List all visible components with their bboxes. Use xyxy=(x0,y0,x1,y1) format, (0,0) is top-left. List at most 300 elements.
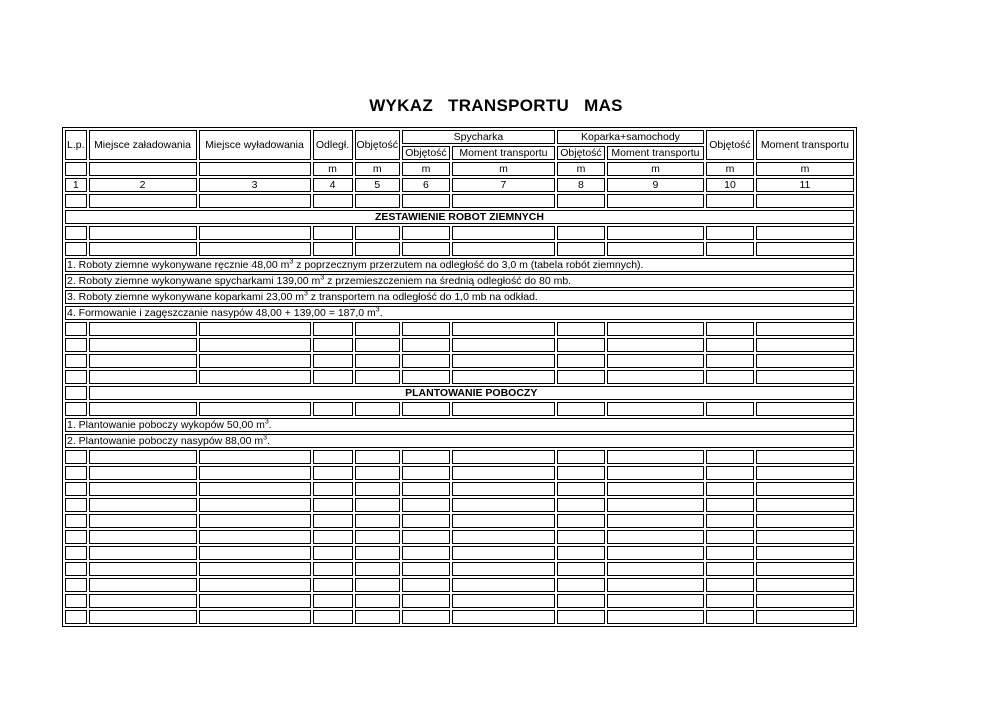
note-row xyxy=(65,258,854,272)
empty-row xyxy=(65,562,854,576)
section-zestawienie-title: ZESTAWIENIE ROBOT ZIEMNYCH xyxy=(65,210,854,224)
empty-cell xyxy=(313,466,353,480)
empty-cell xyxy=(452,402,555,416)
empty-cell xyxy=(756,338,854,352)
empty-cell xyxy=(756,402,854,416)
empty-cell xyxy=(607,562,704,576)
note-row xyxy=(65,274,854,288)
empty-cell xyxy=(402,482,450,496)
empty-cell xyxy=(199,482,311,496)
empty-cell xyxy=(706,578,754,592)
note-row xyxy=(65,290,854,304)
empty-cell xyxy=(89,530,197,544)
empty-cell xyxy=(65,322,87,336)
note-superscript: 3 xyxy=(303,290,308,297)
empty-cell xyxy=(452,594,555,608)
unit-cell: m xyxy=(706,162,754,176)
empty-cell xyxy=(756,610,854,624)
empty-cell xyxy=(756,354,854,368)
empty-cell xyxy=(313,562,353,576)
empty-cell xyxy=(402,610,450,624)
empty-row xyxy=(65,530,854,544)
empty-cell xyxy=(65,594,87,608)
unit-cell: m xyxy=(607,162,704,176)
empty-cell xyxy=(355,370,400,384)
empty-cell xyxy=(607,482,704,496)
empty-row xyxy=(65,322,854,336)
note-row xyxy=(65,434,854,448)
empty-cell xyxy=(313,370,353,384)
empty-cell xyxy=(452,370,555,384)
page-title: WYKAZ TRANSPORTU MAS xyxy=(369,96,623,115)
empty-cell xyxy=(452,338,555,352)
unit-cell xyxy=(65,162,87,176)
empty-cell xyxy=(402,562,450,576)
note-text-pre: 1. Roboty ziemne wykonywane ręcznie 48,00 m xyxy=(67,258,290,271)
empty-cell xyxy=(402,226,450,240)
note-row xyxy=(65,418,854,432)
empty-cell xyxy=(355,450,400,464)
empty-row xyxy=(65,194,854,208)
empty-cell xyxy=(65,450,87,464)
empty-cell xyxy=(706,594,754,608)
empty-cell xyxy=(313,226,353,240)
empty-cell xyxy=(557,466,605,480)
note-superscript: 3 xyxy=(289,258,294,265)
note-text-pre: 2. Plantowanie poboczy nasypów 88,00 m xyxy=(67,434,264,447)
empty-cell xyxy=(65,514,87,528)
note-row xyxy=(65,306,854,320)
header-koparka: Koparka+samochody xyxy=(557,130,704,144)
empty-cell xyxy=(557,450,605,464)
empty-cell xyxy=(557,578,605,592)
empty-cell xyxy=(706,226,754,240)
empty-cell xyxy=(89,482,197,496)
empty-cell xyxy=(355,322,400,336)
column-number-cell: 5 xyxy=(355,178,400,192)
empty-cell xyxy=(199,546,311,560)
note-text-post: . xyxy=(267,434,270,447)
empty-cell xyxy=(452,610,555,624)
empty-cell xyxy=(557,498,605,512)
empty-cell xyxy=(199,226,311,240)
empty-cell xyxy=(706,338,754,352)
header-koparka-moment: Moment transportu xyxy=(607,146,704,160)
empty-cell xyxy=(756,242,854,256)
unit-cell xyxy=(89,162,197,176)
empty-cell xyxy=(313,610,353,624)
empty-cell xyxy=(402,242,450,256)
empty-row xyxy=(65,498,854,512)
empty-cell xyxy=(557,610,605,624)
note-superscript: 3 xyxy=(263,434,268,441)
empty-cell xyxy=(65,242,87,256)
empty-cell xyxy=(355,578,400,592)
empty-cell xyxy=(199,194,311,208)
empty-row xyxy=(65,450,854,464)
empty-cell xyxy=(89,594,197,608)
header-spycharka: Spycharka xyxy=(402,130,555,144)
empty-cell xyxy=(313,482,353,496)
empty-cell xyxy=(756,322,854,336)
empty-cell xyxy=(706,562,754,576)
empty-cell xyxy=(557,514,605,528)
header-lp: L.p. xyxy=(65,130,87,160)
empty-cell xyxy=(199,450,311,464)
empty-cell xyxy=(607,514,704,528)
section-zestawienie-row xyxy=(65,210,854,224)
empty-cell xyxy=(65,466,87,480)
empty-cell xyxy=(313,514,353,528)
section-plantowanie-title: PLANTOWANIE POBOCZY xyxy=(89,386,854,400)
empty-cell xyxy=(607,194,704,208)
table-body xyxy=(65,130,854,624)
empty-cell xyxy=(557,338,605,352)
empty-cell xyxy=(756,482,854,496)
empty-cell xyxy=(607,610,704,624)
empty-cell xyxy=(355,338,400,352)
empty-cell xyxy=(355,514,400,528)
empty-cell xyxy=(313,546,353,560)
note-text xyxy=(65,434,854,448)
empty-cell xyxy=(402,514,450,528)
empty-cell xyxy=(452,354,555,368)
empty-cell xyxy=(402,530,450,544)
note-superscript: 3 xyxy=(375,306,380,313)
empty-cell xyxy=(355,402,400,416)
empty-cell xyxy=(756,370,854,384)
empty-cell xyxy=(313,498,353,512)
column-number-cell: 2 xyxy=(89,178,197,192)
empty-cell xyxy=(452,498,555,512)
empty-cell xyxy=(706,610,754,624)
empty-cell xyxy=(355,594,400,608)
empty-cell xyxy=(199,354,311,368)
note-text-pre: 4. Formowanie i zagęszczanie nasypów 48,00 + 139,00 = 187,0 m xyxy=(67,306,376,319)
column-number-cell: 9 xyxy=(607,178,704,192)
empty-cell xyxy=(756,466,854,480)
empty-cell xyxy=(402,354,450,368)
note-text-pre: 1. Plantowanie poboczy wykopów 50,00 m xyxy=(67,418,265,431)
empty-cell xyxy=(199,402,311,416)
empty-cell xyxy=(89,514,197,528)
empty-row xyxy=(65,242,854,256)
empty-cell xyxy=(89,338,197,352)
empty-cell xyxy=(89,450,197,464)
empty-cell xyxy=(89,226,197,240)
empty-cell xyxy=(355,562,400,576)
empty-cell xyxy=(199,594,311,608)
empty-cell xyxy=(607,546,704,560)
empty-cell xyxy=(313,578,353,592)
empty-cell xyxy=(402,498,450,512)
header-row-1 xyxy=(65,130,854,144)
empty-cell xyxy=(65,546,87,560)
header-koparka-objetosc: Objętość xyxy=(557,146,605,160)
note-text xyxy=(65,258,854,272)
empty-row xyxy=(65,466,854,480)
empty-cell xyxy=(89,498,197,512)
empty-cell xyxy=(313,594,353,608)
empty-cell xyxy=(89,578,197,592)
empty-cell xyxy=(355,466,400,480)
empty-cell xyxy=(402,450,450,464)
empty-row xyxy=(65,370,854,384)
empty-cell xyxy=(402,338,450,352)
empty-cell xyxy=(89,546,197,560)
empty-cell xyxy=(402,370,450,384)
empty-cell xyxy=(756,514,854,528)
empty-cell xyxy=(756,530,854,544)
empty-cell xyxy=(607,354,704,368)
note-text-post: . xyxy=(379,306,383,319)
empty-cell xyxy=(65,354,87,368)
empty-cell xyxy=(402,578,450,592)
empty-cell xyxy=(199,242,311,256)
empty-cell xyxy=(65,562,87,576)
empty-cell xyxy=(65,482,87,496)
unit-cell: m xyxy=(756,162,854,176)
note-text-post: z poprzecznym przerzutem na odległość do 3,0 m (tabela robót ziemnych). xyxy=(293,258,644,271)
note-superscript: 3 xyxy=(320,274,325,281)
empty-cell xyxy=(557,530,605,544)
empty-row xyxy=(65,610,854,624)
unit-cell: m xyxy=(313,162,353,176)
empty-cell xyxy=(65,402,87,416)
empty-cell xyxy=(402,194,450,208)
empty-cell xyxy=(199,338,311,352)
empty-cell xyxy=(89,242,197,256)
note-superscript: 3 xyxy=(264,418,269,425)
note-text-pre: 3. Roboty ziemne wykonywane koparkami 23,00 m xyxy=(67,290,304,303)
column-number-cell: 7 xyxy=(452,178,555,192)
empty-cell xyxy=(355,226,400,240)
empty-row xyxy=(65,226,854,240)
empty-cell xyxy=(557,354,605,368)
empty-cell xyxy=(355,482,400,496)
empty-cell xyxy=(65,386,87,400)
empty-cell xyxy=(313,354,353,368)
empty-cell xyxy=(557,546,605,560)
empty-cell xyxy=(355,498,400,512)
header-objetosc: Objętość xyxy=(355,130,400,160)
empty-cell xyxy=(89,354,197,368)
empty-cell xyxy=(452,242,555,256)
empty-cell xyxy=(452,466,555,480)
empty-cell xyxy=(607,226,704,240)
note-text xyxy=(65,306,854,320)
empty-cell xyxy=(557,226,605,240)
empty-cell xyxy=(313,402,353,416)
empty-cell xyxy=(313,322,353,336)
empty-cell xyxy=(65,370,87,384)
empty-cell xyxy=(355,354,400,368)
unit-cell: m xyxy=(557,162,605,176)
empty-cell xyxy=(706,370,754,384)
column-number-cell: 11 xyxy=(756,178,854,192)
empty-cell xyxy=(89,370,197,384)
empty-cell xyxy=(706,514,754,528)
empty-cell xyxy=(607,370,704,384)
empty-cell xyxy=(199,562,311,576)
empty-cell xyxy=(607,402,704,416)
empty-cell xyxy=(756,546,854,560)
empty-cell xyxy=(355,242,400,256)
empty-cell xyxy=(402,402,450,416)
empty-cell xyxy=(706,466,754,480)
empty-cell xyxy=(452,322,555,336)
note-text xyxy=(65,274,854,288)
empty-row xyxy=(65,354,854,368)
empty-cell xyxy=(199,370,311,384)
empty-cell xyxy=(89,562,197,576)
empty-cell xyxy=(557,194,605,208)
unit-cell xyxy=(199,162,311,176)
note-text xyxy=(65,290,854,304)
empty-cell xyxy=(199,322,311,336)
empty-cell xyxy=(706,498,754,512)
empty-cell xyxy=(607,338,704,352)
empty-cell xyxy=(199,498,311,512)
column-number-cell: 8 xyxy=(557,178,605,192)
empty-cell xyxy=(706,242,754,256)
column-number-cell: 6 xyxy=(402,178,450,192)
empty-cell xyxy=(607,578,704,592)
empty-cell xyxy=(199,514,311,528)
note-text-post: z przemieszczeniem na średnią odległość do 80 mb. xyxy=(324,274,572,287)
empty-cell xyxy=(355,194,400,208)
empty-cell xyxy=(607,466,704,480)
empty-cell xyxy=(65,498,87,512)
unit-cell: m xyxy=(355,162,400,176)
units-row xyxy=(65,162,854,176)
header-objetosc-2: Objętość xyxy=(706,130,754,160)
column-number-cell: 10 xyxy=(706,178,754,192)
empty-cell xyxy=(607,450,704,464)
empty-cell xyxy=(452,226,555,240)
column-numbers-row xyxy=(65,178,854,192)
column-number-cell: 1 xyxy=(65,178,87,192)
empty-cell xyxy=(313,338,353,352)
empty-cell xyxy=(452,482,555,496)
empty-cell xyxy=(313,194,353,208)
empty-cell xyxy=(706,402,754,416)
empty-cell xyxy=(607,498,704,512)
header-spycharka-objetosc: Objętość xyxy=(402,146,450,160)
empty-row xyxy=(65,578,854,592)
empty-cell xyxy=(756,578,854,592)
empty-cell xyxy=(706,546,754,560)
note-text-post: z transportem na odległość do 1,0 mb na odkład. xyxy=(307,290,538,303)
note-text-pre: 2. Roboty ziemne wykonywane spycharkami 139,00 m xyxy=(67,274,321,287)
empty-cell xyxy=(65,610,87,624)
empty-cell xyxy=(89,194,197,208)
empty-cell xyxy=(199,530,311,544)
unit-cell: m xyxy=(402,162,450,176)
empty-cell xyxy=(452,450,555,464)
empty-cell xyxy=(89,610,197,624)
empty-cell xyxy=(355,610,400,624)
empty-cell xyxy=(557,482,605,496)
empty-cell xyxy=(402,546,450,560)
header-miejsce-zaladowania: Miejsce załadowania xyxy=(89,130,197,160)
empty-cell xyxy=(89,466,197,480)
empty-cell xyxy=(607,242,704,256)
empty-cell xyxy=(452,530,555,544)
empty-cell xyxy=(557,402,605,416)
empty-cell xyxy=(355,530,400,544)
empty-cell xyxy=(313,242,353,256)
empty-row xyxy=(65,402,854,416)
empty-cell xyxy=(89,322,197,336)
empty-cell xyxy=(706,530,754,544)
empty-cell xyxy=(557,370,605,384)
empty-cell xyxy=(452,194,555,208)
empty-row xyxy=(65,482,854,496)
empty-cell xyxy=(402,466,450,480)
empty-cell xyxy=(756,450,854,464)
empty-cell xyxy=(557,242,605,256)
empty-cell xyxy=(313,450,353,464)
empty-cell xyxy=(756,498,854,512)
empty-cell xyxy=(402,322,450,336)
header-moment-2: Moment transportu xyxy=(756,130,854,160)
note-text-post: . xyxy=(268,418,272,431)
empty-cell xyxy=(607,594,704,608)
empty-cell xyxy=(65,578,87,592)
empty-row xyxy=(65,546,854,560)
empty-cell xyxy=(557,322,605,336)
empty-cell xyxy=(557,562,605,576)
empty-cell xyxy=(313,530,353,544)
empty-cell xyxy=(89,402,197,416)
empty-cell xyxy=(65,338,87,352)
empty-cell xyxy=(756,562,854,576)
empty-cell xyxy=(756,594,854,608)
empty-cell xyxy=(199,466,311,480)
empty-cell xyxy=(706,194,754,208)
header-spycharka-moment: Moment transportu xyxy=(452,146,555,160)
empty-cell xyxy=(402,594,450,608)
empty-cell xyxy=(706,450,754,464)
empty-cell xyxy=(199,578,311,592)
empty-cell xyxy=(607,322,704,336)
empty-cell xyxy=(452,546,555,560)
empty-cell xyxy=(65,226,87,240)
empty-row xyxy=(65,338,854,352)
empty-cell xyxy=(355,546,400,560)
header-miejsce-wyladowania: Miejsce wyładowania xyxy=(199,130,311,160)
empty-cell xyxy=(706,482,754,496)
column-number-cell: 3 xyxy=(199,178,311,192)
empty-cell xyxy=(452,514,555,528)
empty-cell xyxy=(65,194,87,208)
empty-cell xyxy=(452,562,555,576)
empty-cell xyxy=(452,578,555,592)
section-plantowanie-row xyxy=(65,386,854,400)
column-number-cell: 4 xyxy=(313,178,353,192)
empty-cell xyxy=(65,530,87,544)
empty-row xyxy=(65,514,854,528)
empty-cell xyxy=(199,610,311,624)
empty-cell xyxy=(706,322,754,336)
empty-cell xyxy=(557,594,605,608)
empty-cell xyxy=(756,194,854,208)
empty-cell xyxy=(706,354,754,368)
unit-cell: m xyxy=(452,162,555,176)
empty-cell xyxy=(756,226,854,240)
header-odlegl: Odległ. xyxy=(313,130,353,160)
